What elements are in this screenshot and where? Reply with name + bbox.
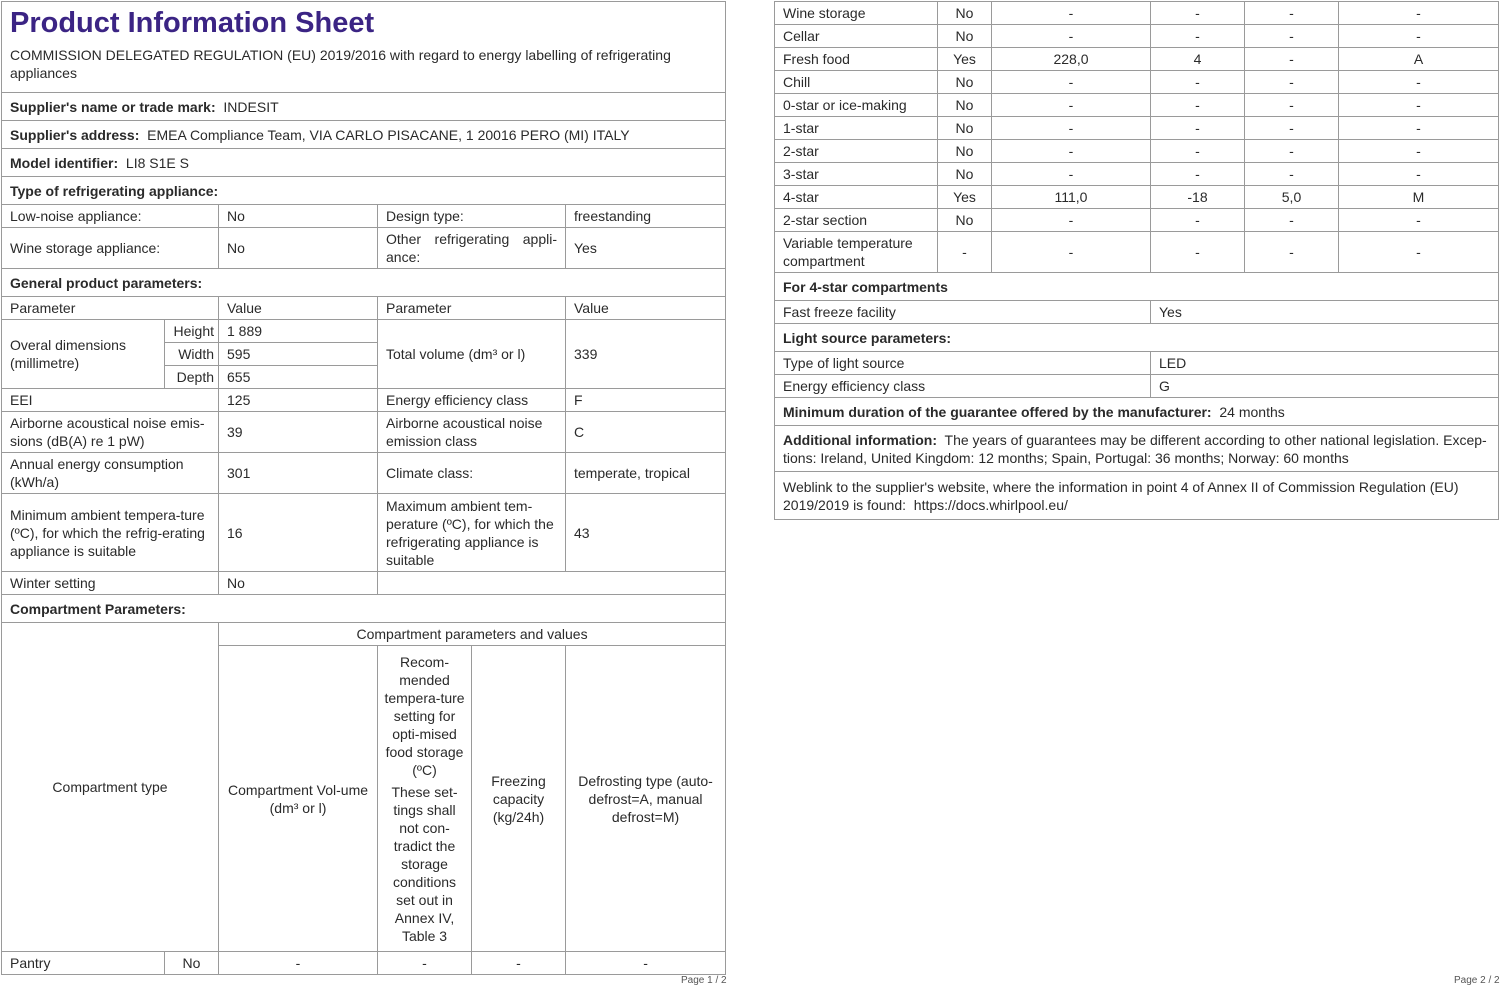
compartment-volume: -	[992, 163, 1151, 186]
defrost-header: Defrosting type (auto-defrost=A, manual defrost=M)	[566, 646, 726, 952]
guarantee-label: Minimum duration of the guarantee offered by the manufacturer:	[783, 403, 1212, 420]
table-row	[775, 163, 1499, 186]
page-2-footer: Page 2 / 2	[1454, 975, 1500, 986]
additional-info-label: Additional information:	[783, 431, 937, 448]
compartment-type-header: Compartment type	[2, 623, 219, 952]
extra-info-table	[774, 272, 1499, 520]
compartment-present: No	[938, 117, 992, 140]
design-type-value: freestanding	[566, 205, 726, 228]
model-row	[2, 149, 726, 177]
compartment-defrost: -	[1339, 163, 1499, 186]
compartment-params-heading: Compartment Parameters:	[2, 595, 726, 623]
compartment-freezing: 5,0	[1245, 186, 1339, 209]
compartment-volume: -	[992, 140, 1151, 163]
table-row	[775, 186, 1499, 209]
compartment-freezing: -	[1245, 232, 1339, 273]
winter-value: No	[219, 572, 378, 595]
low-noise-value: No	[219, 205, 378, 228]
compartment-defrost: -	[1339, 140, 1499, 163]
compartment-freezing: -	[1245, 94, 1339, 117]
additional-info-row	[775, 426, 1499, 472]
empty-cell	[378, 572, 726, 595]
compartment-name: 1-star	[775, 117, 938, 140]
other-appliance-value: Yes	[566, 228, 726, 269]
compartment-volume: -	[992, 94, 1151, 117]
annual-energy-label: Annual energy consumption (kWh/a)	[2, 453, 219, 494]
compartment-temp: -	[378, 952, 472, 975]
compartment-freezing: -	[1245, 25, 1339, 48]
table-row	[775, 71, 1499, 94]
table-row-pantry	[2, 952, 726, 975]
compartment-temp: -	[1151, 117, 1245, 140]
page-1	[1, 1, 725, 975]
min-temp-label: Minimum ambient tempera-ture (ºC), for which the refrig-erating appliance is suitable	[2, 494, 219, 572]
four-star-heading: For 4-star compartments	[775, 273, 1499, 301]
model-label: Model identifier:	[10, 154, 119, 171]
table-row	[775, 209, 1499, 232]
compartment-name: 4-star	[775, 186, 938, 209]
col-parameter-2: Parameter	[378, 297, 566, 320]
col-value-1: Value	[219, 297, 378, 320]
width-label: Width	[165, 343, 219, 366]
freezing-header: Freezing capacity (kg/24h)	[472, 646, 566, 952]
compartment-temp: -	[1151, 209, 1245, 232]
climate-value: temperate, tropical	[566, 453, 726, 494]
compartment-name: Cellar	[775, 25, 938, 48]
compartment-freezing: -	[1245, 71, 1339, 94]
col-value-2: Value	[566, 297, 726, 320]
compartment-defrost: -	[1339, 232, 1499, 273]
compartment-volume: -	[992, 209, 1151, 232]
compartment-temp: -	[1151, 94, 1245, 117]
compartment-volume: -	[992, 232, 1151, 273]
noise-label: Airborne acoustical noise emis-sions (dB(A) re 1 pW)	[2, 412, 219, 453]
additional-info-text: The years of guarantees may be different according to other national legislation. Excep-tions: Ireland, United Kingdom: 12 months; Spain, Portugal: 36 months; Norway: 60 months	[783, 431, 1487, 466]
table-row	[775, 140, 1499, 163]
eei-value: 125	[219, 389, 378, 412]
wine-storage-value: No	[219, 228, 378, 269]
compartment-freezing: -	[1245, 163, 1339, 186]
compartment-defrost: -	[1339, 2, 1499, 25]
compartment-header-table	[1, 622, 726, 975]
compartment-present: No	[938, 25, 992, 48]
compartment-temp: -	[1151, 2, 1245, 25]
noise-class-value: C	[566, 412, 726, 453]
energy-class-label: Energy efficiency class	[378, 389, 566, 412]
model-value: LI8 S1E S	[125, 154, 189, 171]
guarantee-value: 24 months	[1219, 403, 1285, 420]
temp-header: Recom-mended tempera-ture setting for opti-mised food storage (ºC)	[384, 653, 465, 778]
compartment-volume: 111,0	[992, 186, 1151, 209]
compartment-name: Variable temperature compartment	[775, 232, 938, 273]
compartment-name: Fresh food	[775, 48, 938, 71]
table-row	[775, 25, 1499, 48]
supplier-name-row	[2, 93, 726, 121]
supplier-name-label: Supplier's name or trade mark:	[10, 98, 216, 115]
compartment-volume: 228,0	[992, 48, 1151, 71]
general-params-heading: General product parameters:	[2, 269, 726, 297]
light-type-value: LED	[1151, 352, 1499, 375]
compartment-volume: -	[992, 71, 1151, 94]
eei-label: EEI	[2, 389, 219, 412]
height-label: Height	[165, 320, 219, 343]
supplier-address-label: Supplier's address:	[10, 126, 140, 143]
compartment-defrost: -	[1339, 94, 1499, 117]
compartment-freezing: -	[1245, 2, 1339, 25]
light-class-label: Energy efficiency class	[775, 375, 1151, 398]
low-noise-label: Low-noise appliance:	[2, 205, 219, 228]
compartment-freezing: -	[472, 952, 566, 975]
compartment-defrost: M	[1339, 186, 1499, 209]
other-appliance-label: Other refrigerating appli-ance:	[378, 228, 566, 269]
header-cell	[2, 2, 726, 93]
compartment-present: No	[165, 952, 219, 975]
page-2	[774, 1, 1498, 520]
fast-freeze-value: Yes	[1151, 301, 1499, 324]
compartment-defrost: -	[1339, 25, 1499, 48]
compartment-name: 2-star	[775, 140, 938, 163]
compartment-present: No	[938, 71, 992, 94]
compartment-freezing: -	[1245, 140, 1339, 163]
light-heading: Light source parameters:	[775, 324, 1499, 352]
compartment-volume: -	[992, 2, 1151, 25]
compartment-present: No	[938, 209, 992, 232]
compartment-temp: -	[1151, 163, 1245, 186]
table-row	[775, 94, 1499, 117]
page-title: Product Information Sheet	[10, 7, 375, 39]
compartment-present: No	[938, 94, 992, 117]
compartment-defrost: -	[1339, 209, 1499, 232]
compartment-temp: -	[1151, 232, 1245, 273]
volume-header: Compartment Vol-ume (dm³ or l)	[219, 646, 378, 952]
compartment-present: Yes	[938, 48, 992, 71]
table-row	[775, 2, 1499, 25]
compartment-present: No	[938, 140, 992, 163]
appliance-type-heading: Type of refrigerating appliance:	[2, 177, 726, 205]
compartment-values-table	[774, 1, 1499, 273]
compartment-temp: 4	[1151, 48, 1245, 71]
compartment-volume: -	[992, 25, 1151, 48]
compartment-name: 2-star section	[775, 209, 938, 232]
compartment-defrost: -	[1339, 117, 1499, 140]
compartment-temp: -	[1151, 140, 1245, 163]
noise-value: 39	[219, 412, 378, 453]
compartment-present: No	[938, 2, 992, 25]
compartment-present: No	[938, 163, 992, 186]
wine-storage-label: Wine storage appliance:	[2, 228, 219, 269]
max-temp-label: Maximum ambient tem-perature (ºC), for which the refrigerating appliance is suitable	[378, 494, 566, 572]
light-type-label: Type of light source	[775, 352, 1151, 375]
table-row	[775, 48, 1499, 71]
total-volume-value: 339	[566, 320, 726, 389]
page-1-footer: Page 1 / 2	[681, 975, 727, 986]
temp-header-cell	[378, 646, 472, 952]
compartment-name: 3-star	[775, 163, 938, 186]
guarantee-row	[775, 398, 1499, 426]
height-value: 1 889	[219, 320, 378, 343]
width-value: 595	[219, 343, 378, 366]
min-temp-value: 16	[219, 494, 378, 572]
max-temp-value: 43	[566, 494, 726, 572]
weblink-row	[775, 472, 1499, 520]
compartment-volume: -	[992, 117, 1151, 140]
compartment-name: 0-star or ice-making	[775, 94, 938, 117]
compartment-defrost: A	[1339, 48, 1499, 71]
compartment-present: Yes	[938, 186, 992, 209]
compartment-name: Pantry	[2, 952, 165, 975]
winter-label: Winter setting	[2, 572, 219, 595]
supplier-address-value: EMEA Compliance Team, VIA CARLO PISACANE, 1 20016 PERO (MI) ITALY	[147, 126, 630, 143]
compartment-temp: -	[1151, 25, 1245, 48]
design-type-label: Design type:	[378, 205, 566, 228]
compartment-defrost: -	[566, 952, 726, 975]
weblink-url[interactable]: https://docs.whirlpool.eu/	[913, 496, 1068, 513]
climate-label: Climate class:	[378, 453, 566, 494]
noise-class-label: Airborne acoustical noise emission class	[378, 412, 566, 453]
product-info-table	[1, 1, 726, 623]
compartment-temp: -	[1151, 71, 1245, 94]
compartment-volume: -	[219, 952, 378, 975]
temp-note: These set-tings shall not con-tradict the storage conditions set out in Annex IV, Table 3	[391, 783, 458, 944]
supplier-address-row	[2, 121, 726, 149]
depth-label: Depth	[165, 366, 219, 389]
compartment-freezing: -	[1245, 209, 1339, 232]
table-row	[775, 117, 1499, 140]
col-parameter-1: Parameter	[2, 297, 219, 320]
compartment-defrost: -	[1339, 71, 1499, 94]
dimensions-label: Overal dimensions (millimetre)	[2, 320, 165, 389]
compartment-freezing: -	[1245, 117, 1339, 140]
regulation-text: COMMISSION DELEGATED REGULATION (EU) 2019/2016 with regard to energy labelling of refrigerating appliances	[10, 47, 671, 81]
compartment-temp: -18	[1151, 186, 1245, 209]
total-volume-label: Total volume (dm³ or l)	[378, 320, 566, 389]
compartment-name: Chill	[775, 71, 938, 94]
compartment-group-header: Compartment parameters and values	[219, 623, 726, 646]
light-class-value: G	[1151, 375, 1499, 398]
compartment-present: -	[938, 232, 992, 273]
fast-freeze-label: Fast freeze facility	[775, 301, 1151, 324]
compartment-name: Wine storage	[775, 2, 938, 25]
energy-class-value: F	[566, 389, 726, 412]
annual-energy-value: 301	[219, 453, 378, 494]
compartment-freezing: -	[1245, 48, 1339, 71]
depth-value: 655	[219, 366, 378, 389]
supplier-name-value: INDESIT	[223, 98, 279, 115]
weblink-text: Weblink to the supplier's website, where the information in point 4 of Annex II of Commission Regulation (EU) 2019/2019 is found:	[783, 478, 1459, 513]
table-row-variable	[775, 232, 1499, 273]
